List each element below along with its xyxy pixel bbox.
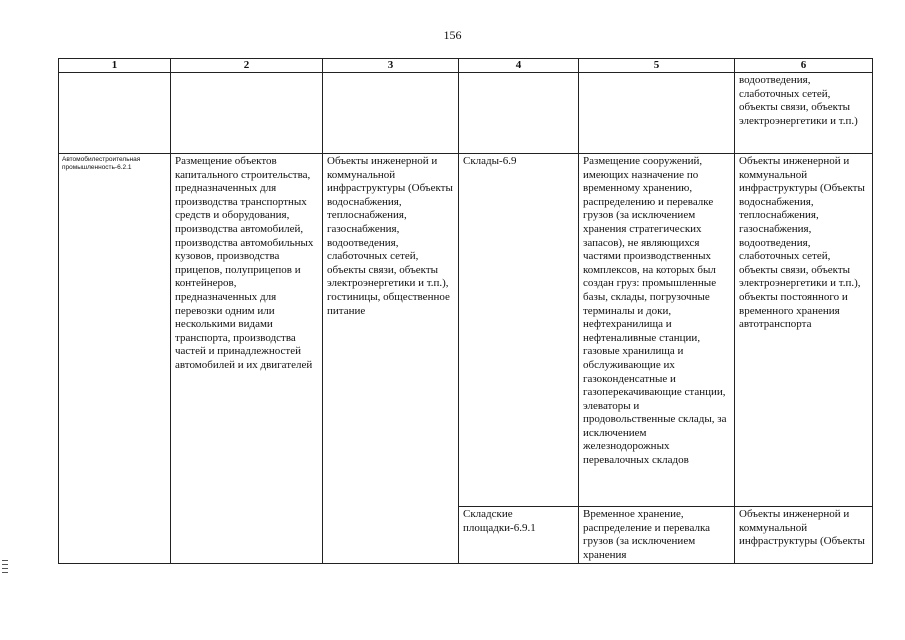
table-cell [323, 73, 459, 154]
header-col-4: 4 [459, 59, 579, 73]
margin-marks [2, 560, 8, 576]
header-col-3: 3 [323, 59, 459, 73]
table-row [59, 73, 873, 154]
main-use-type-cell: Автомобилестроительная промышленность-6.2.1 [59, 154, 171, 564]
table-cell [59, 73, 171, 154]
main-use-description-cell: Размещение объектов капитального строительства, предназначенных для производства транспортных средств и оборудования, производства автомобилей, производства автомобильных кузовов, производства прицепов, полуприцепов и контейнеров, предназначенных для перевозки одним или несколькими видами транспорта, производства частей и принадлежностей автомобилей и их двигателей [171, 154, 323, 564]
conditional-auxiliary-cell: Объекты инженерной и коммунальной инфраструктуры (Объекты водоснабжения, теплоснабжения, газоснабжения, водоотведения, слаботочных сетей, объекты связи, объекты электроэнергетики и т.п.), объекты постоянного и временного хранения автотранспорта [735, 154, 873, 507]
header-col-1: 1 [59, 59, 171, 73]
header-col-6: 6 [735, 59, 873, 73]
header-col-5: 5 [579, 59, 735, 73]
conditional-use-type-cell: Склады-6.9 [459, 154, 579, 507]
table-row [59, 154, 873, 507]
auxiliary-objects-cell: Объекты инженерной и коммунальной инфраструктуры (Объекты водоснабжения, теплоснабжения, газоснабжения, водоотведения, слаботочных сетей, объекты связи, объекты электроэнергетики и т.п.), гостиницы, общественное питание [323, 154, 459, 564]
header-col-2: 2 [171, 59, 323, 73]
header-row [59, 59, 873, 73]
table-cell-continued-col6: водоотведения, слаботочных сетей, объекты связи, объекты электроэнергетики и т.п.) [735, 73, 873, 154]
sub-use-description-cell: Временное хранение, распределение и перевалка грузов (за исключением хранения [579, 507, 735, 564]
table-cell [579, 73, 735, 154]
land-use-table [58, 58, 873, 564]
conditional-use-description-cell: Размещение сооружений, имеющих назначение по временному хранению, распределению и перевалке грузов (за исключением хранения стратегических запасов), не являющихся частями производственных комплексов, на которых был создан груз: промышленные базы, склады, погрузочные терминалы и доки, нефтехранилища и нефтеналивные станции, газовые хранилища и обслуживающие их газоконденсатные и газоперекачивающие станции, элеваторы и продовольственные склады, за исключением железнодорожных перевалочных складов [579, 154, 735, 507]
sub-use-type-cell: Складские площадки-6.9.1 [459, 507, 579, 564]
table-cell [459, 73, 579, 154]
page-number: 156 [443, 28, 462, 42]
sub-auxiliary-cell: Объекты инженерной и коммунальной инфраструктуры (Объекты [735, 507, 873, 564]
table-cell [171, 73, 323, 154]
